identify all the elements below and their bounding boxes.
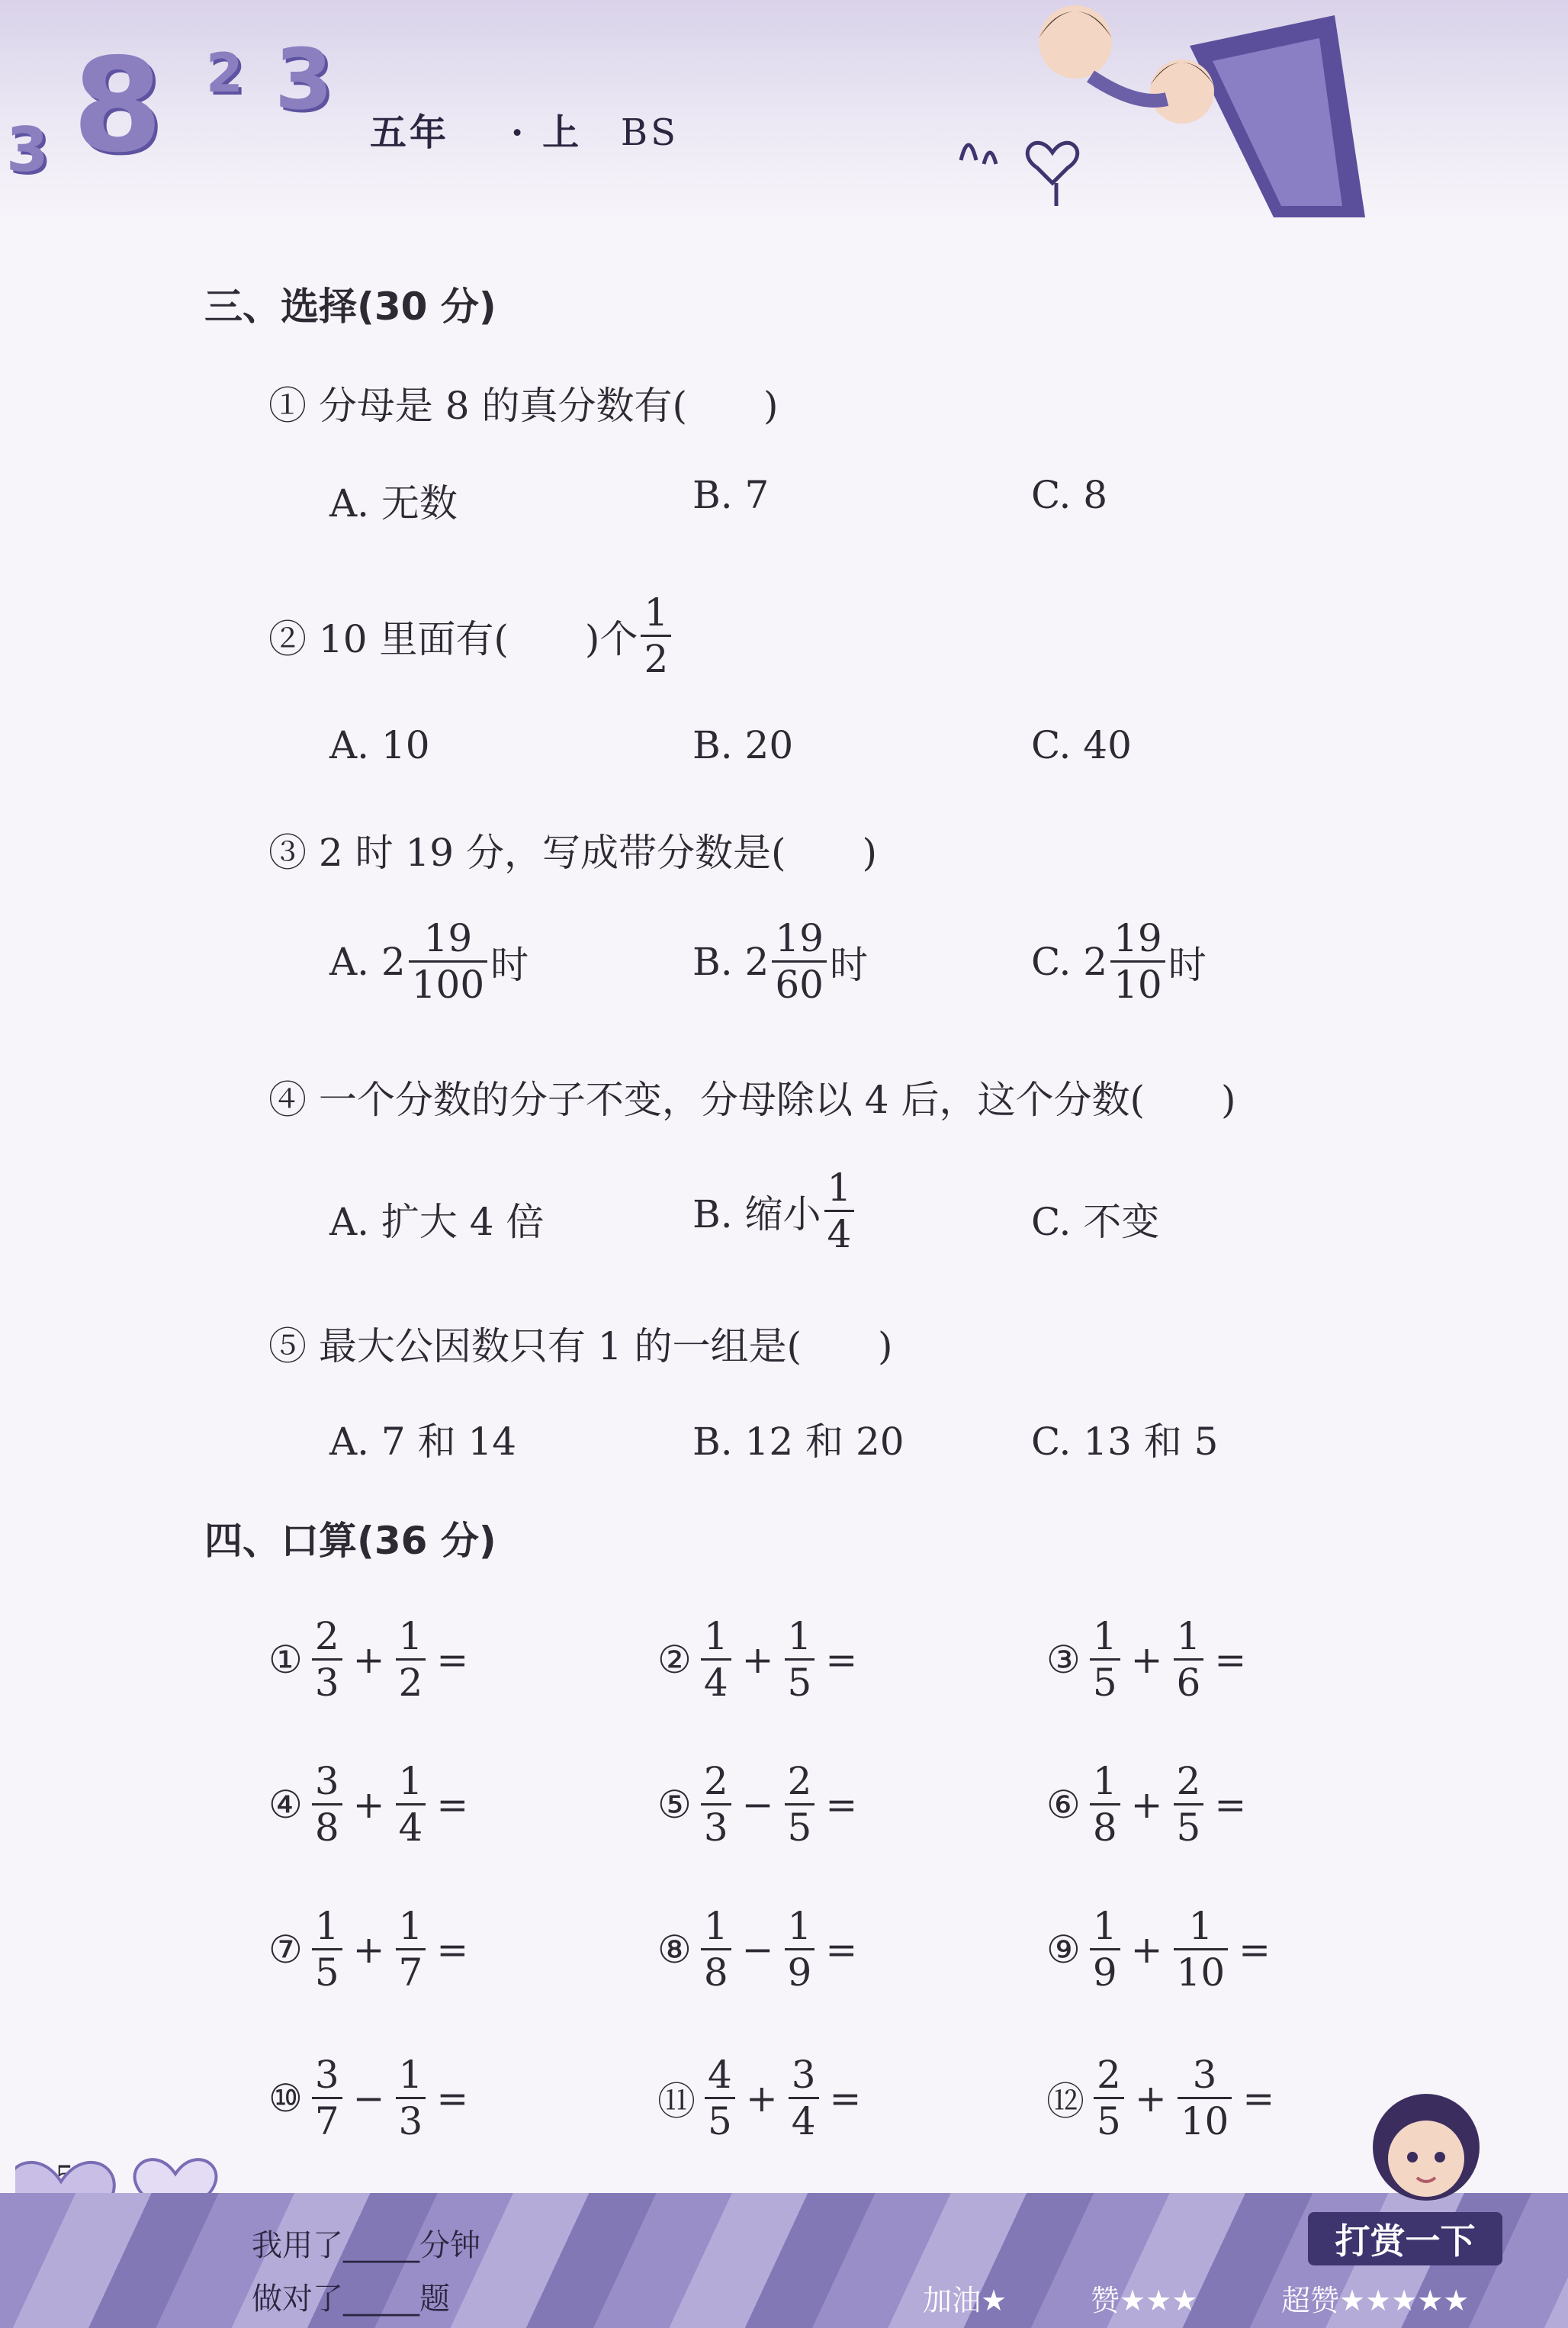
calc-item bbox=[657, 1759, 865, 1850]
calc-equals: = bbox=[829, 2076, 862, 2121]
calc-fraction-a bbox=[312, 1614, 342, 1705]
calc-fraction-b bbox=[396, 1904, 426, 1995]
section-title-mental-math: 四、口算(36 分) bbox=[204, 1519, 496, 1563]
fraction-denominator: 5 bbox=[785, 1803, 815, 1847]
fraction-denominator: 5 bbox=[785, 1658, 815, 1702]
calc-equals: = bbox=[825, 1927, 858, 1972]
fraction-denominator: 10 bbox=[1174, 1948, 1229, 1992]
calc-number: ⑩ bbox=[268, 2076, 303, 2121]
fraction-denominator: 4 bbox=[824, 1210, 855, 1253]
page-header bbox=[0, 0, 1568, 221]
q4-option-c: C. 不变 bbox=[1031, 1200, 1160, 1244]
fraction-denominator: 100 bbox=[409, 960, 487, 1004]
q2-option-b: B. 20 bbox=[692, 723, 794, 767]
calc-operator: − bbox=[741, 1782, 774, 1827]
calc-equals: = bbox=[825, 1637, 858, 1682]
q3-a-fraction bbox=[409, 916, 487, 1007]
fraction-denominator: 5 bbox=[705, 2097, 735, 2140]
fraction-numerator: 3 bbox=[1192, 2053, 1217, 2097]
calc-item bbox=[1046, 2053, 1282, 2143]
q3-c-unit: 时 bbox=[1168, 942, 1207, 987]
q3-option-a bbox=[329, 916, 529, 1007]
q2-option-a: A. 10 bbox=[329, 723, 430, 767]
fraction-denominator: 4 bbox=[396, 1803, 426, 1847]
calc-fraction-b bbox=[1174, 1904, 1229, 1995]
question-2 bbox=[268, 590, 674, 681]
calc-item bbox=[657, 1904, 865, 1995]
fraction-numerator: 1 bbox=[787, 1614, 812, 1658]
q5-option-c: C. 13 和 5 bbox=[1031, 1420, 1219, 1464]
fraction-numerator: 19 bbox=[775, 916, 824, 960]
q3-option-b bbox=[692, 916, 868, 1007]
kids-illustration bbox=[938, 0, 1365, 217]
fraction-numerator: 1 bbox=[314, 1904, 339, 1948]
calc-equals: = bbox=[436, 2076, 469, 2121]
fraction-denominator: 9 bbox=[785, 1948, 815, 1992]
fraction-numerator: 1 bbox=[827, 1166, 852, 1210]
q1-option-b: B. 7 bbox=[692, 473, 770, 517]
fraction-numerator: 1 bbox=[787, 1904, 812, 1948]
fraction-numerator: 1 bbox=[1188, 1904, 1213, 1948]
fraction-numerator: 1 bbox=[1092, 1759, 1117, 1803]
fraction-denominator: 10 bbox=[1178, 2097, 1232, 2140]
calc-item bbox=[268, 1904, 476, 1995]
q4-b-label: B. 缩小 bbox=[692, 1191, 821, 1236]
q3-b-unit: 时 bbox=[829, 942, 868, 987]
fraction-numerator: 2 bbox=[1097, 2053, 1121, 2097]
deco-digit-8: 8 bbox=[72, 31, 163, 182]
fraction-numerator: 1 bbox=[398, 1614, 423, 1658]
fraction-denominator: 2 bbox=[641, 635, 671, 678]
calc-fraction-a bbox=[1090, 1614, 1120, 1705]
fraction-numerator: 2 bbox=[1176, 1759, 1201, 1803]
calc-fraction-a bbox=[1094, 2053, 1124, 2143]
q3-c-fraction bbox=[1110, 916, 1165, 1007]
deco-digit-2: 2 bbox=[206, 42, 243, 105]
fraction-numerator: 3 bbox=[314, 2053, 339, 2097]
calc-fraction-b bbox=[396, 1614, 426, 1705]
calc-fraction-b bbox=[1174, 1614, 1204, 1705]
deco-digit-3b: 3 bbox=[275, 31, 333, 128]
calc-operator: − bbox=[352, 2076, 385, 2121]
calc-number: ④ bbox=[268, 1782, 303, 1827]
question-3: ③ 2 时 19 分，写成带分数是( ) bbox=[268, 831, 878, 875]
fraction-denominator: 7 bbox=[312, 2097, 342, 2140]
question-5: ⑤ 最大公因数只有 1 的一组是( ) bbox=[268, 1324, 893, 1368]
calc-operator: + bbox=[1130, 1782, 1163, 1827]
rating-super[interactable]: 超赞★★★★★ bbox=[1281, 2284, 1470, 2317]
calc-number: ⑧ bbox=[657, 1927, 692, 1972]
deco-digit-3: 3 bbox=[6, 114, 49, 185]
fraction-denominator: 2 bbox=[396, 1658, 426, 1702]
calc-equals: = bbox=[1214, 1637, 1247, 1682]
calc-operator: + bbox=[352, 1782, 385, 1827]
calc-fraction-b bbox=[785, 1759, 815, 1850]
calc-equals: = bbox=[825, 1782, 858, 1827]
girl-illustration bbox=[1350, 2075, 1502, 2212]
calc-item bbox=[657, 1614, 865, 1705]
fraction-numerator: 2 bbox=[703, 1759, 728, 1803]
fraction-denominator: 6 bbox=[1174, 1658, 1204, 1702]
q3-a-unit: 时 bbox=[490, 942, 529, 987]
fraction-numerator: 19 bbox=[1113, 916, 1162, 960]
calc-equals: = bbox=[436, 1782, 469, 1827]
calc-operator: − bbox=[741, 1927, 774, 1972]
q3-a-label: A. 2 bbox=[329, 939, 406, 984]
fraction-denominator: 5 bbox=[1174, 1803, 1204, 1847]
calc-fraction-a bbox=[705, 2053, 735, 2143]
calc-fraction-b bbox=[785, 1904, 815, 1995]
calc-equals: = bbox=[1242, 2076, 1275, 2121]
q3-c-label: C. 2 bbox=[1031, 939, 1108, 984]
rating-cheer[interactable]: 加油★ bbox=[923, 2284, 1007, 2317]
calc-number: ⑪ bbox=[657, 2079, 696, 2124]
fraction-numerator: 1 bbox=[398, 1904, 423, 1948]
q1-option-c: C. 8 bbox=[1031, 473, 1108, 517]
fraction-denominator: 3 bbox=[396, 2097, 426, 2140]
calc-operator: + bbox=[352, 1927, 385, 1972]
calc-fraction-a bbox=[701, 1614, 731, 1705]
fraction-numerator: 4 bbox=[708, 2053, 732, 2097]
q3-b-fraction bbox=[772, 916, 827, 1007]
fraction-denominator: 9 bbox=[1090, 1948, 1120, 1992]
fraction-numerator: 1 bbox=[703, 1614, 728, 1658]
fraction-numerator: 1 bbox=[1092, 1904, 1117, 1948]
fraction-numerator: 2 bbox=[314, 1614, 339, 1658]
calc-item bbox=[268, 1614, 476, 1705]
calc-operator: + bbox=[745, 2076, 778, 2121]
q4-b-fraction bbox=[824, 1166, 855, 1256]
correct-count-label: 做对了_____题 bbox=[252, 2281, 450, 2317]
calc-operator: + bbox=[1130, 1927, 1163, 1972]
q2-option-c: C. 40 bbox=[1031, 723, 1132, 767]
fraction-numerator: 3 bbox=[791, 2053, 816, 2097]
calc-number: ⑥ bbox=[1046, 1782, 1081, 1827]
fraction-denominator: 5 bbox=[1090, 1658, 1120, 1702]
fraction-numerator: 1 bbox=[398, 2053, 423, 2097]
rating-like[interactable]: 赞★★★ bbox=[1091, 2284, 1198, 2317]
calc-equals: = bbox=[1214, 1782, 1247, 1827]
q3-option-c bbox=[1031, 916, 1207, 1007]
calc-fraction-b bbox=[396, 1759, 426, 1850]
fraction-denominator: 3 bbox=[312, 1658, 342, 1702]
fraction-denominator: 60 bbox=[772, 960, 827, 1004]
q4-option-a: A. 扩大 4 倍 bbox=[329, 1200, 545, 1244]
calc-equals: = bbox=[436, 1927, 469, 1972]
calc-fraction-b bbox=[785, 1614, 815, 1705]
calc-fraction-a bbox=[1090, 1904, 1120, 1995]
grade-label bbox=[370, 103, 679, 156]
calc-fraction-a bbox=[701, 1904, 731, 1995]
fraction-numerator: 1 bbox=[1176, 1614, 1201, 1658]
calc-number: ① bbox=[268, 1637, 303, 1682]
fraction-denominator: 5 bbox=[1094, 2097, 1124, 2140]
calc-item bbox=[1046, 1614, 1254, 1705]
calc-number: ⑨ bbox=[1046, 1927, 1081, 1972]
calc-operator: + bbox=[1130, 1637, 1163, 1682]
fraction-denominator: 7 bbox=[396, 1948, 426, 1992]
calc-fraction-a bbox=[312, 1759, 342, 1850]
fraction-denominator: 8 bbox=[1090, 1803, 1120, 1847]
fraction-denominator: 8 bbox=[312, 1803, 342, 1847]
question-1: ① 分母是 8 的真分数有( ) bbox=[268, 384, 779, 428]
q4-option-b bbox=[692, 1166, 857, 1256]
calc-fraction-a bbox=[312, 2053, 342, 2143]
calc-item bbox=[268, 2053, 476, 2143]
calc-number: ② bbox=[657, 1637, 692, 1682]
calc-equals: = bbox=[1239, 1927, 1271, 1972]
fraction-denominator: 4 bbox=[789, 2097, 819, 2140]
fraction-numerator: 3 bbox=[314, 1759, 339, 1803]
question-2-fraction bbox=[641, 590, 671, 681]
calc-item bbox=[1046, 1759, 1254, 1850]
calc-equals: = bbox=[436, 1637, 469, 1682]
calc-operator: + bbox=[1134, 2076, 1167, 2121]
grade-text: 五年 bbox=[370, 111, 450, 154]
calc-fraction-a bbox=[1090, 1759, 1120, 1850]
fraction-denominator: 3 bbox=[701, 1803, 731, 1847]
calc-number: ⑤ bbox=[657, 1782, 692, 1827]
edition-text: BS bbox=[620, 111, 680, 154]
calc-fraction-b bbox=[789, 2053, 819, 2143]
question-2-stem: ② 10 里面有( )个 bbox=[268, 616, 638, 661]
time-used-label: 我用了_____分钟 bbox=[252, 2228, 480, 2263]
calc-fraction-a bbox=[701, 1759, 731, 1850]
q3-b-label: B. 2 bbox=[692, 939, 770, 984]
q5-option-a: A. 7 和 14 bbox=[329, 1420, 517, 1464]
fraction-numerator: 1 bbox=[398, 1759, 423, 1803]
calc-fraction-b bbox=[1174, 1759, 1204, 1850]
calc-item bbox=[1046, 1904, 1278, 1995]
fraction-numerator: 19 bbox=[423, 916, 473, 960]
calc-fraction-b bbox=[396, 2053, 426, 2143]
calc-item bbox=[657, 2053, 869, 2143]
section-title-choice: 三、选择(30 分) bbox=[204, 285, 496, 329]
calc-number: ⑦ bbox=[268, 1927, 303, 1972]
fraction-numerator: 2 bbox=[787, 1759, 812, 1803]
calc-item bbox=[268, 1759, 476, 1850]
fraction-numerator: 1 bbox=[644, 590, 669, 635]
fraction-denominator: 4 bbox=[701, 1658, 731, 1702]
calc-number: ⑫ bbox=[1046, 2079, 1084, 2124]
fraction-numerator: 1 bbox=[703, 1904, 728, 1948]
term-text: · 上 bbox=[510, 111, 583, 154]
calc-fraction-b bbox=[1178, 2053, 1232, 2143]
calc-number: ③ bbox=[1046, 1637, 1081, 1682]
calc-fraction-a bbox=[312, 1904, 342, 1995]
calc-operator: + bbox=[741, 1637, 774, 1682]
fraction-numerator: 1 bbox=[1092, 1614, 1117, 1658]
q1-option-a: A. 无数 bbox=[329, 481, 458, 526]
fraction-denominator: 5 bbox=[312, 1948, 342, 1992]
fraction-denominator: 8 bbox=[701, 1948, 731, 1992]
question-4: ④ 一个分数的分子不变，分母除以 4 后，这个分数( ) bbox=[268, 1078, 1236, 1122]
calc-operator: + bbox=[352, 1637, 385, 1682]
q5-option-b: B. 12 和 20 bbox=[692, 1420, 904, 1464]
fraction-denominator: 10 bbox=[1110, 960, 1165, 1004]
reward-button[interactable]: 打赏一下 bbox=[1308, 2212, 1502, 2265]
